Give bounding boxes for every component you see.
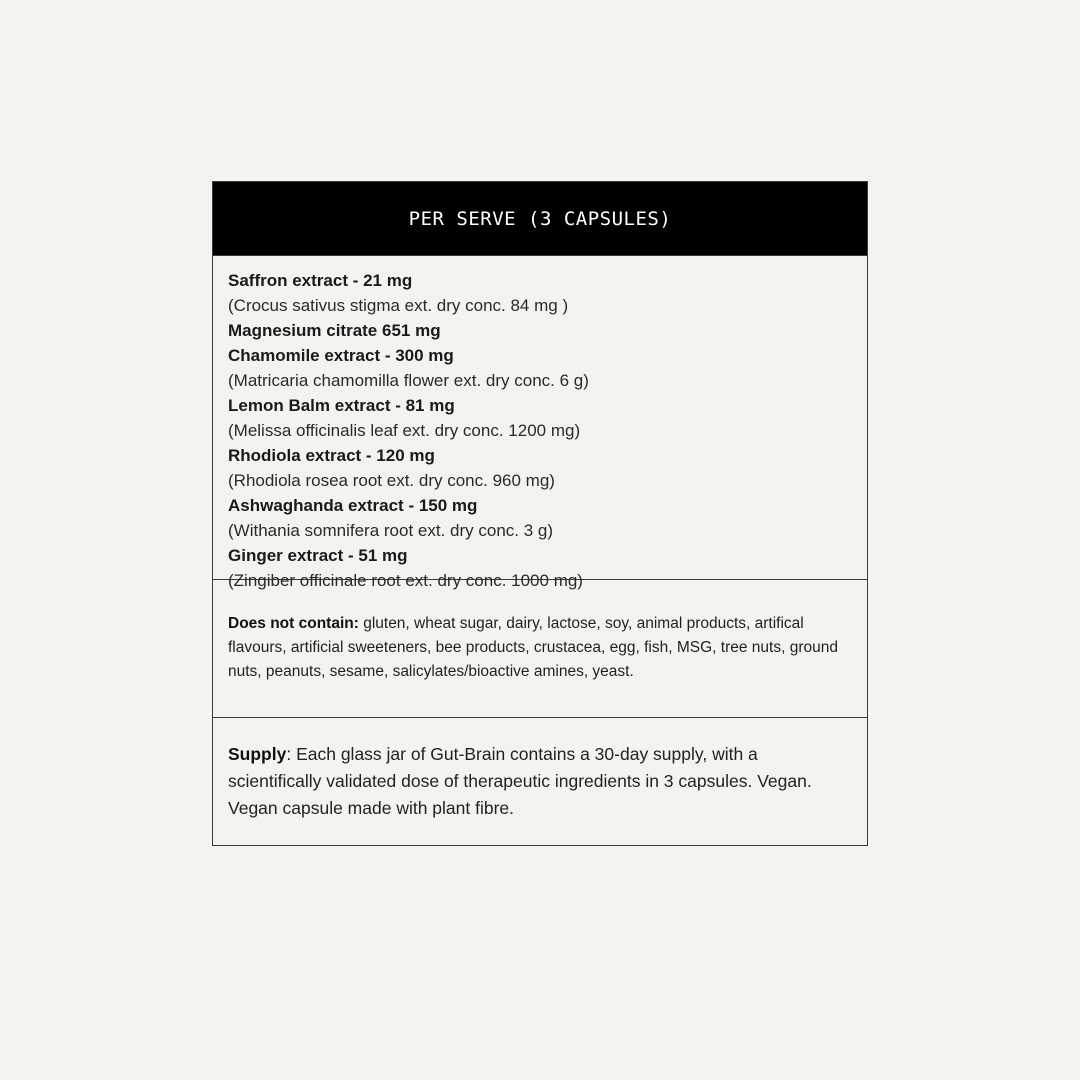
supply-statement — [213, 717, 867, 845]
ingredient-name: Saffron extract - 21 mg — [228, 271, 413, 290]
serving-title: PER SERVE (3 CAPSULES) — [408, 207, 672, 230]
serving-header — [213, 182, 867, 255]
supply-label: Supply — [228, 744, 287, 764]
ingredient-detail: (Withania somnifera root ext. dry conc. 3 g) — [228, 521, 554, 540]
ingredient-name: Ginger extract - 51 mg — [228, 546, 408, 565]
ingredient-name: Lemon Balm extract - 81 mg — [228, 396, 455, 415]
supplement-facts-panel — [212, 181, 868, 846]
ingredient-detail: (Matricaria chamomilla flower ext. dry conc. 6 g) — [228, 371, 589, 390]
allergen-label: Does not contain: — [228, 615, 359, 632]
ingredient-name: Rhodiola extract - 120 mg — [228, 446, 435, 465]
ingredient-name: Chamomile extract - 300 mg — [228, 346, 454, 365]
supply-text: : Each glass jar of Gut-Brain contains a 30-day supply, with a scientifically validated dose of therapeutic ingredients in 3 capsules. Vegan. Vegan capsule made with plant fibre. — [228, 744, 812, 818]
ingredient-detail: (Zingiber officinale root ext. dry conc. 1000 mg) — [228, 571, 583, 590]
allergen-text: gluten, wheat sugar, dairy, lactose, soy, animal products, artifical flavours, artificial sweeteners, bee products, crustacea, egg, fish, MSG, tree nuts, ground nuts, peanuts, sesame, salicylates/bioactive amines, yeast. — [228, 615, 838, 680]
ingredient-name: Ashwaghanda extract - 150 mg — [228, 496, 478, 515]
ingredients-list — [213, 255, 867, 590]
allergen-statement — [213, 579, 867, 717]
ingredient-name: Magnesium citrate 651 mg — [228, 321, 441, 340]
ingredient-detail: (Crocus sativus stigma ext. dry conc. 84 mg ) — [228, 296, 569, 315]
ingredient-detail: (Rhodiola rosea root ext. dry conc. 960 mg) — [228, 471, 555, 490]
ingredient-detail: (Melissa officinalis leaf ext. dry conc. 1200 mg) — [228, 421, 581, 440]
